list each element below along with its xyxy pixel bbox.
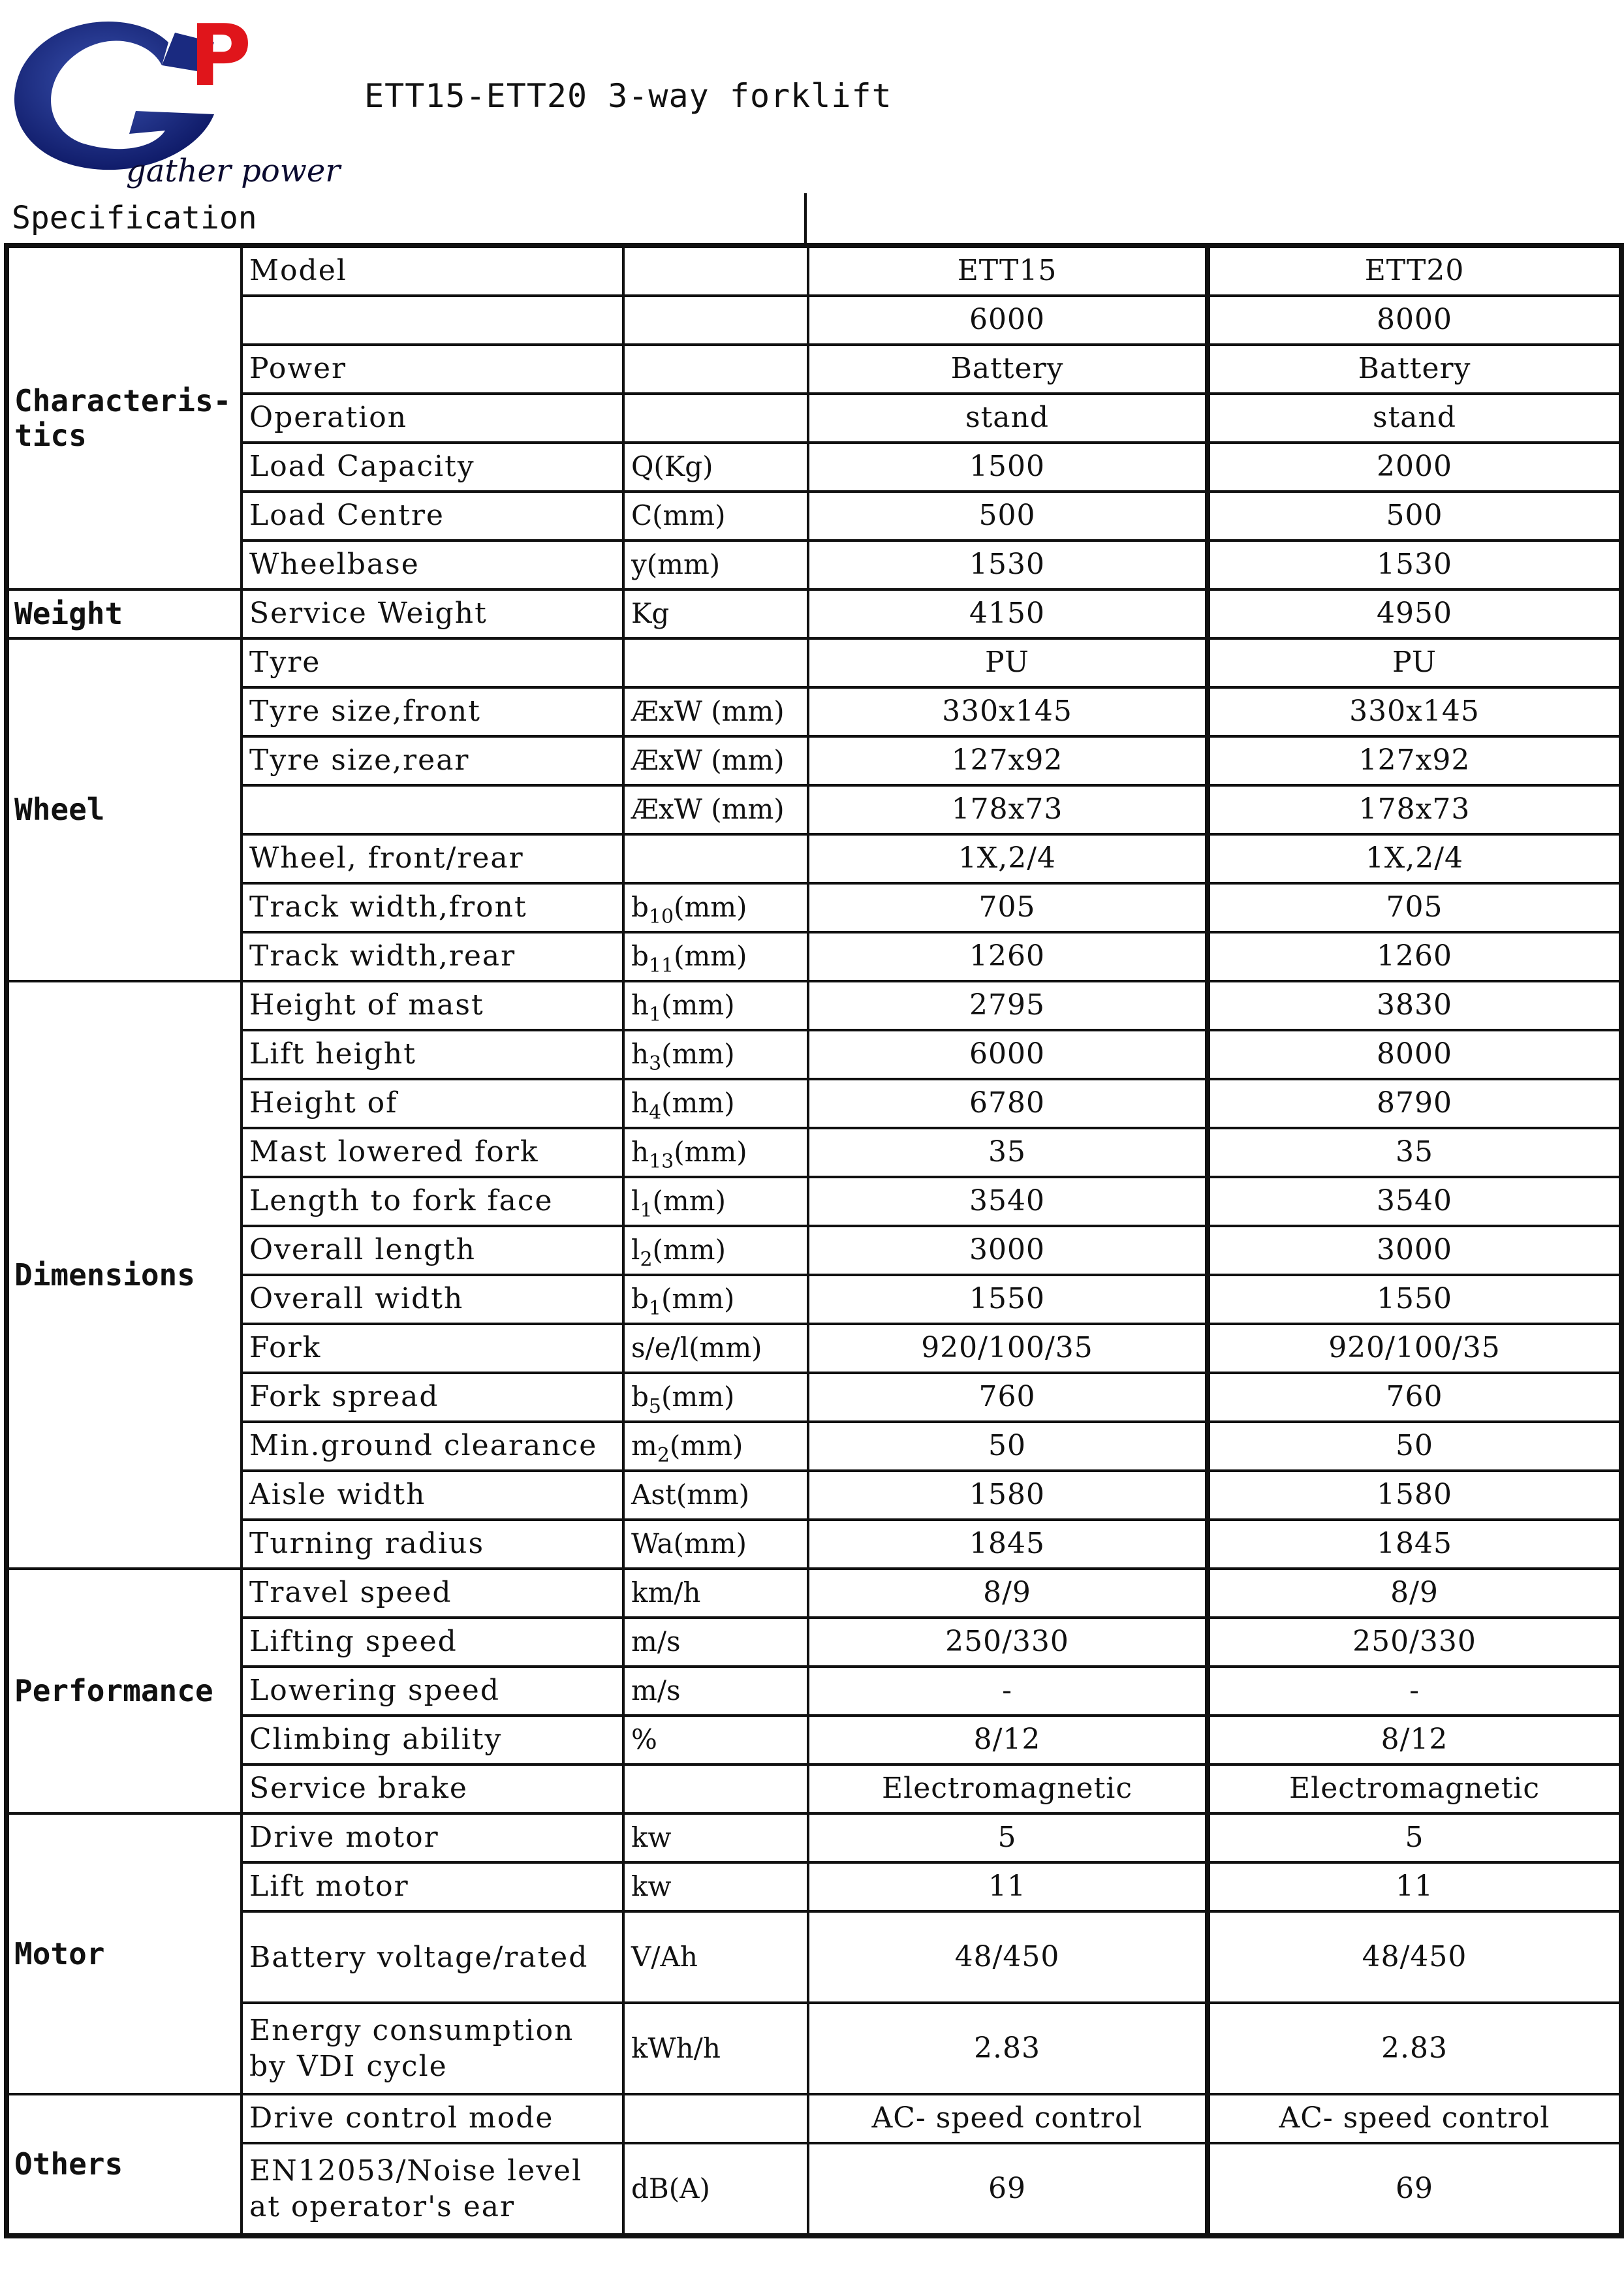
ett15-value: PU	[808, 638, 1208, 687]
item-label: Power	[242, 345, 623, 394]
ett20-value: Electromagnetic	[1208, 1765, 1621, 1813]
item-label: Climbing ability	[242, 1716, 623, 1765]
unit-cell	[623, 1128, 808, 1177]
ett20-value: 127x92	[1208, 736, 1621, 785]
specification-table	[4, 243, 1624, 2238]
ett20-value: 11	[1208, 1862, 1621, 1911]
ett15-value: ETT15	[808, 245, 1208, 296]
unit-base: h	[631, 989, 649, 1022]
unit-subscript: 1	[649, 1003, 662, 1027]
section-label: Motor	[7, 1813, 242, 2094]
item-label: Track width,rear	[242, 932, 623, 981]
item-label: Load Capacity	[242, 443, 623, 492]
spec-row	[7, 1618, 1621, 1667]
spec-row	[7, 492, 1621, 541]
unit-subscript: 10	[648, 905, 674, 929]
spec-row	[7, 394, 1621, 443]
unit-subscript: 2	[657, 1444, 670, 1467]
item-label: Drive control mode	[242, 2094, 623, 2143]
unit-base: h	[631, 1038, 649, 1071]
ett15-value: Battery	[808, 345, 1208, 394]
ett20-value: 2.83	[1208, 2003, 1621, 2094]
unit-tail: (mm)	[669, 1430, 743, 1462]
unit-tail: (mm)	[661, 1381, 735, 1413]
ett15-value: 11	[808, 1862, 1208, 1911]
ett20-value: 1260	[1208, 932, 1621, 981]
unit-base: m	[631, 1430, 657, 1462]
ett20-value: 500	[1208, 492, 1621, 541]
section-label: Weight	[7, 589, 242, 638]
item-label	[242, 785, 623, 834]
unit-cell: kw	[623, 1862, 808, 1911]
spec-row	[7, 981, 1621, 1030]
unit-base: l	[631, 1185, 640, 1217]
ett15-value: 500	[808, 492, 1208, 541]
item-label: Height of mast	[242, 981, 623, 1030]
section-label: Others	[7, 2094, 242, 2236]
unit-base: b	[631, 891, 649, 924]
item-label: Service brake	[242, 1765, 623, 1813]
item-label: Turning radius	[242, 1520, 623, 1569]
unit-cell	[623, 932, 808, 981]
unit-cell	[623, 834, 808, 883]
unit-cell: Wa(mm)	[623, 1520, 808, 1569]
ett15-value: 8/12	[808, 1716, 1208, 1765]
unit-base: b	[631, 940, 649, 973]
ett15-value: 35	[808, 1128, 1208, 1177]
item-label: Fork	[242, 1324, 623, 1373]
section-label: Performance	[7, 1569, 242, 1813]
ett15-value: 3540	[808, 1177, 1208, 1226]
spec-row	[7, 345, 1621, 394]
item-label: Lift height	[242, 1030, 623, 1079]
ett15-value: -	[808, 1667, 1208, 1716]
ett20-value: 48/450	[1208, 1911, 1621, 2003]
spec-row	[7, 1324, 1621, 1373]
ett20-value: 1530	[1208, 541, 1621, 589]
ett20-value: 920/100/35	[1208, 1324, 1621, 1373]
unit-cell: %	[623, 1716, 808, 1765]
ett15-value: 2.83	[808, 2003, 1208, 2094]
ett20-value: 8000	[1208, 296, 1621, 345]
unit-cell	[623, 1765, 808, 1813]
item-label: Length to fork face	[242, 1177, 623, 1226]
unit-cell	[623, 394, 808, 443]
unit-subscript: 2	[640, 1248, 653, 1272]
gather-power-logo	[5, 6, 341, 189]
unit-cell: ÆxW (mm)	[623, 736, 808, 785]
item-label: Model	[242, 245, 623, 296]
unit-cell: kw	[623, 1813, 808, 1862]
spec-row	[7, 1569, 1621, 1618]
item-label: Mast lowered fork	[242, 1128, 623, 1177]
spec-row	[7, 883, 1621, 932]
spec-row	[7, 1471, 1621, 1520]
ett20-value: 8000	[1208, 1030, 1621, 1079]
ett20-value: 8790	[1208, 1079, 1621, 1128]
unit-tail: (mm)	[674, 940, 747, 973]
spec-row	[7, 785, 1621, 834]
ett15-value: 6000	[808, 1030, 1208, 1079]
item-label: Load Centre	[242, 492, 623, 541]
ett15-value: 127x92	[808, 736, 1208, 785]
unit-cell: Ast(mm)	[623, 1471, 808, 1520]
ett20-value: Battery	[1208, 345, 1621, 394]
ett15-value: stand	[808, 394, 1208, 443]
spec-row	[7, 589, 1621, 638]
section-label: Dimensions	[7, 981, 242, 1569]
unit-subscript: 1	[648, 1297, 661, 1321]
unit-cell	[623, 981, 808, 1030]
ett20-value: 1845	[1208, 1520, 1621, 1569]
spec-row	[7, 1765, 1621, 1813]
unit-cell: ÆxW (mm)	[623, 687, 808, 736]
unit-cell: ÆxW (mm)	[623, 785, 808, 834]
ett15-value: 6000	[808, 296, 1208, 345]
unit-tail: (mm)	[661, 1038, 735, 1071]
ett20-value: 3540	[1208, 1177, 1621, 1226]
unit-subscript: 3	[649, 1052, 662, 1076]
unit-cell: Q(Kg)	[623, 443, 808, 492]
spec-row	[7, 1275, 1621, 1324]
ett15-value: 1580	[808, 1471, 1208, 1520]
spec-row	[7, 1422, 1621, 1471]
item-label: Tyre size,front	[242, 687, 623, 736]
spec-row	[7, 736, 1621, 785]
ett20-value: 178x73	[1208, 785, 1621, 834]
spec-row	[7, 1373, 1621, 1422]
spec-row	[7, 687, 1621, 736]
unit-tail: (mm)	[652, 1185, 726, 1217]
unit-cell: y(mm)	[623, 541, 808, 589]
logo-tagline: gather power	[126, 153, 341, 189]
spec-row	[7, 834, 1621, 883]
ett20-value: 8/12	[1208, 1716, 1621, 1765]
unit-subscript: 4	[649, 1101, 662, 1125]
ett15-value: 330x145	[808, 687, 1208, 736]
section-label: Characteris-tics	[7, 245, 242, 589]
ett15-value: 760	[808, 1373, 1208, 1422]
ett20-value: AC- speed control	[1208, 2094, 1621, 2143]
unit-cell: Kg	[623, 589, 808, 638]
unit-subscript: 5	[648, 1395, 661, 1419]
ett20-value: 50	[1208, 1422, 1621, 1471]
ett15-value: 69	[808, 2143, 1208, 2236]
unit-cell: s/e/l(mm)	[623, 1324, 808, 1373]
unit-subscript: 11	[648, 954, 674, 978]
unit-cell	[623, 883, 808, 932]
unit-tail: (mm)	[661, 1283, 735, 1315]
spec-row	[7, 1079, 1621, 1128]
item-label: Drive motor	[242, 1813, 623, 1862]
ett20-value: 3000	[1208, 1226, 1621, 1275]
item-label: Wheelbase	[242, 541, 623, 589]
item-label: Battery voltage/rated	[242, 1911, 623, 2003]
unit-cell: m/s	[623, 1667, 808, 1716]
spec-row	[7, 1030, 1621, 1079]
item-label: Lowering speed	[242, 1667, 623, 1716]
ett15-value: 6780	[808, 1079, 1208, 1128]
ett15-value: AC- speed control	[808, 2094, 1208, 2143]
ett15-value: 2795	[808, 981, 1208, 1030]
document-title: ETT15-ETT20 3-way forklift	[364, 77, 892, 115]
item-label: Overall width	[242, 1275, 623, 1324]
unit-cell: km/h	[623, 1569, 808, 1618]
spec-row	[7, 443, 1621, 492]
svg-text:P: P	[189, 6, 252, 105]
ett20-value: 1550	[1208, 1275, 1621, 1324]
ett15-value: 178x73	[808, 785, 1208, 834]
ett15-value: 4150	[808, 589, 1208, 638]
unit-base: h	[631, 1087, 649, 1120]
item-label: Tyre	[242, 638, 623, 687]
unit-cell: kWh/h	[623, 2003, 808, 2094]
ett20-value: 5	[1208, 1813, 1621, 1862]
item-label: Lift motor	[242, 1862, 623, 1911]
spec-row	[7, 2003, 1621, 2094]
unit-subscript: 13	[649, 1150, 674, 1174]
ett15-value: 8/9	[808, 1569, 1208, 1618]
ett15-value: 1500	[808, 443, 1208, 492]
item-label: Height of	[242, 1079, 623, 1128]
unit-cell: dB(A)	[623, 2143, 808, 2236]
unit-base: l	[631, 1234, 640, 1266]
item-label: EN12053/Noise level at operator's ear	[242, 2143, 623, 2236]
ett20-value: 1580	[1208, 1471, 1621, 1520]
unit-cell	[623, 1275, 808, 1324]
unit-cell: V/Ah	[623, 1911, 808, 2003]
unit-tail: (mm)	[661, 1087, 735, 1120]
ett15-value: 1260	[808, 932, 1208, 981]
ett15-value: 48/450	[808, 1911, 1208, 2003]
item-label: Min.ground clearance	[242, 1422, 623, 1471]
spec-row	[7, 296, 1621, 345]
ett20-value: 330x145	[1208, 687, 1621, 736]
ett15-value: 3000	[808, 1226, 1208, 1275]
unit-tail: (mm)	[661, 989, 735, 1022]
item-label: Travel speed	[242, 1569, 623, 1618]
ett20-value: 705	[1208, 883, 1621, 932]
unit-cell	[623, 638, 808, 687]
ett20-value: 1X,2/4	[1208, 834, 1621, 883]
unit-base: h	[631, 1136, 649, 1169]
spec-row	[7, 2143, 1621, 2236]
unit-base: b	[631, 1381, 649, 1413]
unit-cell	[623, 1422, 808, 1471]
unit-cell: C(mm)	[623, 492, 808, 541]
unit-cell	[623, 2094, 808, 2143]
ett20-value: 3830	[1208, 981, 1621, 1030]
item-label: Track width,front	[242, 883, 623, 932]
spec-row	[7, 1177, 1621, 1226]
item-label: Service Weight	[242, 589, 623, 638]
ett20-value: 2000	[1208, 443, 1621, 492]
ett20-value: 69	[1208, 2143, 1621, 2236]
spec-row	[7, 1128, 1621, 1177]
spec-row	[7, 638, 1621, 687]
ett20-value: 8/9	[1208, 1569, 1621, 1618]
spec-row	[7, 1862, 1621, 1911]
specification-label: Specification	[12, 200, 257, 236]
section-label: Wheel	[7, 638, 242, 981]
ett15-value: 920/100/35	[808, 1324, 1208, 1373]
item-label	[242, 296, 623, 345]
item-label: Lifting speed	[242, 1618, 623, 1667]
ett20-value: 35	[1208, 1128, 1621, 1177]
item-label: Energy consumption by VDI cycle	[242, 2003, 623, 2094]
ett20-value: 760	[1208, 1373, 1621, 1422]
header-divider	[804, 193, 807, 245]
ett15-value: 1530	[808, 541, 1208, 589]
ett15-value: 50	[808, 1422, 1208, 1471]
unit-cell	[623, 1079, 808, 1128]
ett20-value: 4950	[1208, 589, 1621, 638]
spec-row	[7, 541, 1621, 589]
unit-cell	[623, 1226, 808, 1275]
ett15-value: Electromagnetic	[808, 1765, 1208, 1813]
spec-row	[7, 1716, 1621, 1765]
item-label: Fork spread	[242, 1373, 623, 1422]
spec-row	[7, 1520, 1621, 1569]
ett15-value: 705	[808, 883, 1208, 932]
spec-row	[7, 932, 1621, 981]
spec-row	[7, 1226, 1621, 1275]
item-label: Aisle width	[242, 1471, 623, 1520]
unit-cell	[623, 1373, 808, 1422]
unit-cell	[623, 1030, 808, 1079]
ett15-value: 1X,2/4	[808, 834, 1208, 883]
spec-row	[7, 1813, 1621, 1862]
ett20-value: stand	[1208, 394, 1621, 443]
spec-row	[7, 1911, 1621, 2003]
unit-tail: (mm)	[674, 891, 747, 924]
item-label: Overall length	[242, 1226, 623, 1275]
spec-row	[7, 2094, 1621, 2143]
unit-cell: m/s	[623, 1618, 808, 1667]
ett15-value: 1550	[808, 1275, 1208, 1324]
ett15-value: 5	[808, 1813, 1208, 1862]
unit-base: b	[631, 1283, 649, 1315]
unit-tail: (mm)	[652, 1234, 726, 1266]
item-label: Operation	[242, 394, 623, 443]
ett20-value: -	[1208, 1667, 1621, 1716]
unit-tail: (mm)	[674, 1136, 747, 1169]
unit-cell	[623, 245, 808, 296]
item-label: Wheel, front/rear	[242, 834, 623, 883]
unit-subscript: 1	[640, 1199, 653, 1223]
ett20-value: 250/330	[1208, 1618, 1621, 1667]
ett20-value: ETT20	[1208, 245, 1621, 296]
ett15-value: 1845	[808, 1520, 1208, 1569]
spec-row	[7, 245, 1621, 296]
unit-cell	[623, 1177, 808, 1226]
ett20-value: PU	[1208, 638, 1621, 687]
item-label: Tyre size,rear	[242, 736, 623, 785]
unit-cell	[623, 296, 808, 345]
ett15-value: 250/330	[808, 1618, 1208, 1667]
unit-cell	[623, 345, 808, 394]
spec-row	[7, 1667, 1621, 1716]
